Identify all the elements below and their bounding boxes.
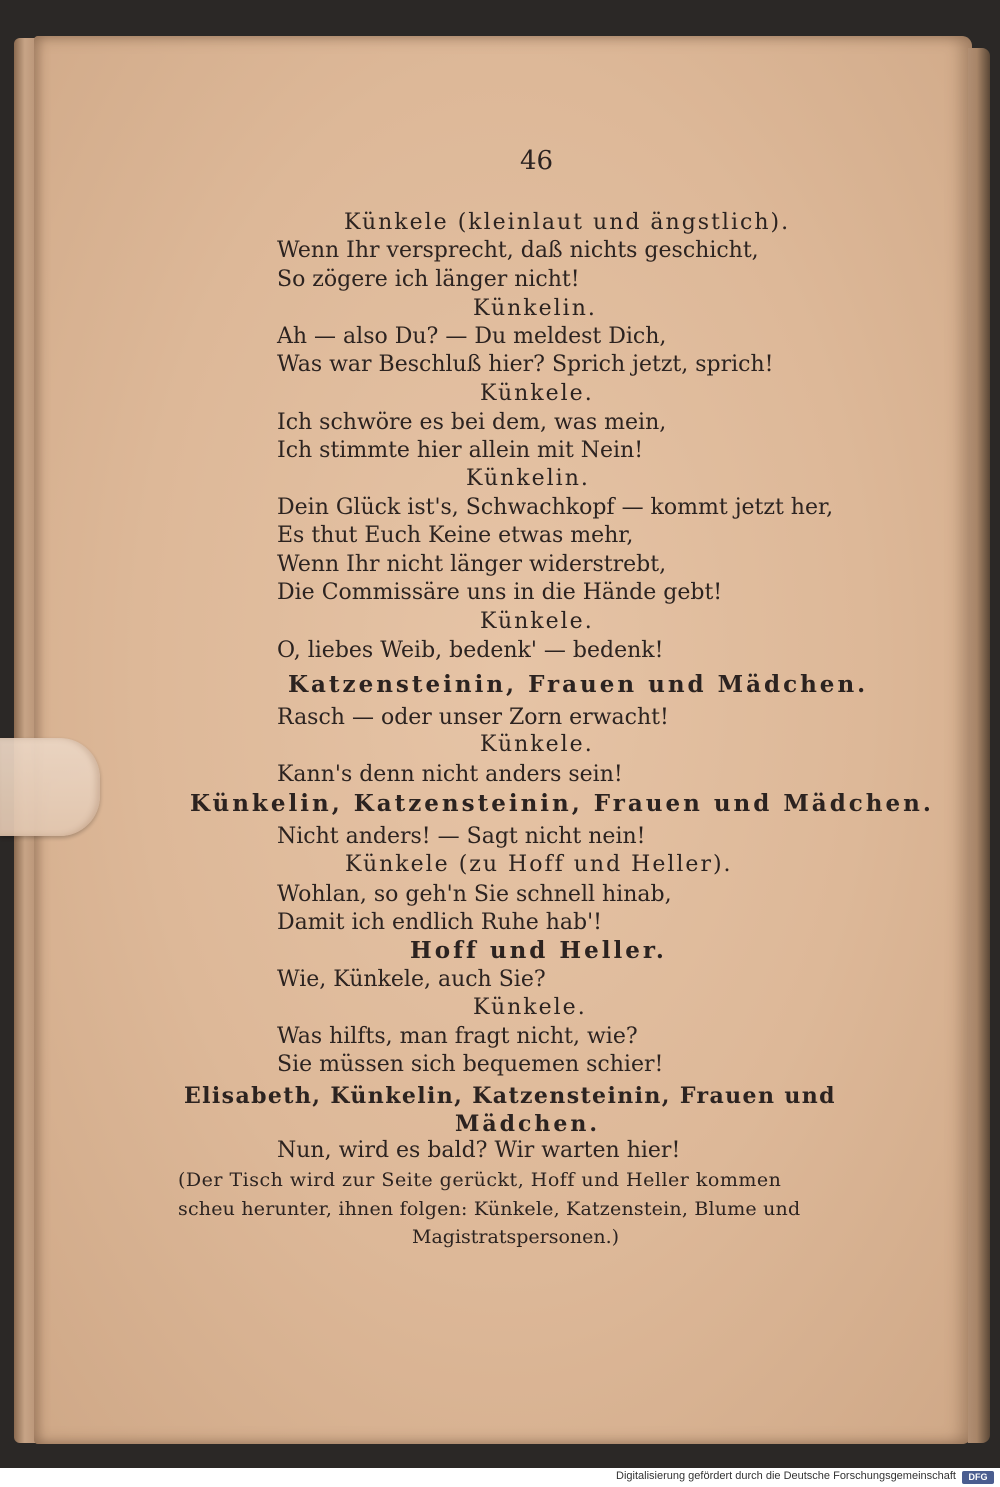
verse-line: O, liebes Weib, bedenk' — bedenk! [277, 638, 664, 663]
verse-line: Nun, wird es bald? Wir warten hier! [277, 1138, 681, 1163]
book-right-edge [968, 48, 990, 1443]
dfg-logo: DFG [962, 1471, 994, 1484]
stage-direction-line: Magistratspersonen.) [412, 1226, 620, 1248]
group-speaker-heading: Künkelin, Katzensteinin, Frauen und Mädchen. [190, 790, 934, 817]
verse-line: Nicht anders! — Sagt nicht nein! [277, 824, 646, 849]
verse-line: Ah — also Du? — Du meldest Dich, [277, 324, 667, 349]
footer-credit: Digitalisierung gefördert durch die Deutsche Forschungsgemeinschaft [616, 1470, 956, 1482]
group-speaker-heading: Hoff und Heller. [410, 937, 667, 964]
verse-line: Ich schwöre es bei dem, was mein, [277, 410, 667, 435]
speaker-name: Künkele. [480, 732, 594, 757]
footer-bar [0, 1468, 1000, 1487]
group-speaker-heading: Mädchen. [455, 1111, 601, 1137]
speaker-name: Künkelin. [473, 296, 597, 321]
verse-line: So zögere ich länger nicht! [277, 267, 580, 292]
stage-speaker-line: Künkele (kleinlaut und ängstlich). [344, 210, 791, 235]
speaker-name: Künkele. [480, 609, 594, 634]
verse-line: Wenn Ihr nicht länger widerstrebt, [277, 552, 667, 577]
stage-direction-line: scheu herunter, ihnen folgen: Künkele, Katzenstein, Blume und [178, 1198, 801, 1220]
verse-line: Sie müssen sich bequemen schier! [277, 1052, 664, 1077]
verse-line: Es thut Euch Keine etwas mehr, [277, 523, 634, 548]
verse-line: Die Commissäre uns in die Hände gebt! [277, 580, 723, 605]
verse-line: Ich stimmte hier allein mit Nein! [277, 438, 644, 463]
speaker-name: Künkelin. [466, 466, 590, 491]
page-number: 46 [520, 146, 554, 176]
bookmark-strip [0, 738, 100, 836]
verse-line: Rasch — oder unser Zorn erwacht! [277, 705, 669, 730]
verse-line: Wohlan, so geh'n Sie schnell hinab, [277, 882, 672, 907]
verse-line: Damit ich endlich Ruhe hab'! [277, 910, 603, 935]
group-speaker-heading: Elisabeth, Künkelin, Katzensteinin, Frauen und [184, 1083, 836, 1109]
verse-line: Kann's denn nicht anders sein! [277, 762, 623, 787]
group-speaker-heading: Katzensteinin, Frauen und Mädchen. [288, 671, 869, 698]
verse-line: Was war Beschluß hier? Sprich jetzt, sprich! [277, 352, 774, 377]
speaker-name: Künkele. [480, 381, 594, 406]
verse-line: Dein Glück ist's, Schwachkopf — kommt jetzt her, [277, 495, 834, 520]
verse-line: Wie, Künkele, auch Sie? [277, 967, 546, 992]
speaker-name: Künkele. [473, 995, 587, 1020]
stage-direction-line: (Der Tisch wird zur Seite gerückt, Hoff und Heller kommen [178, 1169, 782, 1191]
stage-speaker-line: Künkele (zu Hoff und Heller). [345, 852, 733, 877]
verse-line: Was hilfts, man fragt nicht, wie? [277, 1024, 638, 1049]
verse-line: Wenn Ihr versprecht, daß nichts geschicht, [277, 238, 759, 263]
